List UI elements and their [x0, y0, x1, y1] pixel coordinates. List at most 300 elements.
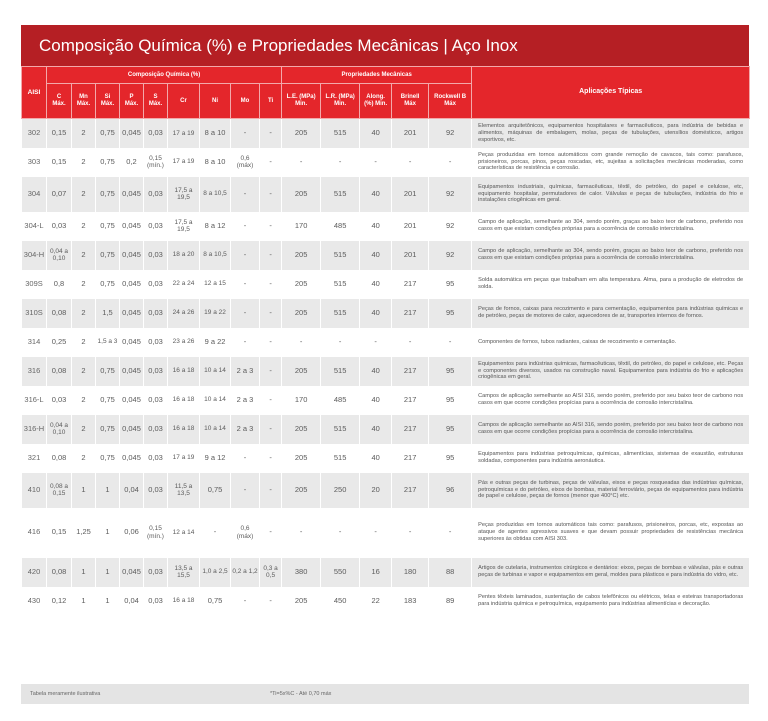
table-row — [22, 119, 750, 148]
cell-br: 217 — [392, 473, 429, 508]
cell-rb: 89 — [429, 587, 472, 616]
cell-si: 0,75 — [96, 444, 120, 473]
cell-cr: 16 a 18 — [168, 415, 200, 444]
cell-mn: 2 — [72, 357, 96, 386]
cell-mn: 1 — [72, 587, 96, 616]
column-header-label: Rockwell B — [434, 94, 467, 101]
cell-cr: 24 a 26 — [168, 299, 200, 328]
cell-br: 217 — [392, 299, 429, 328]
cell-s: 0,03 — [144, 386, 168, 415]
column-header-label: Mo — [240, 97, 250, 104]
cell-p: 0,045 — [120, 299, 144, 328]
column-header-label: Si — [104, 94, 111, 101]
cell-cr: 12 a 14 — [168, 508, 200, 558]
table-row — [22, 558, 750, 587]
column-header-unit: Máx. — [124, 101, 139, 107]
column-header-label: L.R. (MPa) — [325, 94, 355, 101]
cell-aisi: 316-H — [22, 415, 47, 444]
cell-c: 0,03 — [47, 212, 72, 241]
cell-aisi: 314 — [22, 328, 47, 357]
column-header — [47, 84, 72, 119]
cell-ti: 0,3 a 0,5 — [260, 558, 282, 587]
cell-al: - — [360, 148, 392, 177]
cell-ni: 8 a 10,5 — [200, 241, 231, 270]
cell-si: 1,5 — [96, 299, 120, 328]
cell-ti: - — [260, 473, 282, 508]
cell-br: 217 — [392, 270, 429, 299]
cell-br: - — [392, 148, 429, 177]
cell-rb: 92 — [429, 241, 472, 270]
table-row — [22, 177, 750, 212]
cell-mn: 2 — [72, 270, 96, 299]
column-header-unit: Máx — [444, 101, 456, 107]
cell-c: 0,04 a 0,10 — [47, 415, 72, 444]
cell-br: 217 — [392, 386, 429, 415]
cell-le: 205 — [282, 270, 321, 299]
cell-mo: - — [231, 241, 260, 270]
cell-si: 0,75 — [96, 177, 120, 212]
applications-header: Aplicações Típicas — [472, 67, 750, 119]
cell-rb: 95 — [429, 444, 472, 473]
cell-lr: 515 — [321, 357, 360, 386]
cell-aisi: 310S — [22, 299, 47, 328]
cell-aisi: 316 — [22, 357, 47, 386]
cell-s: 0,03 — [144, 473, 168, 508]
column-header-unit: Máx — [404, 101, 416, 107]
cell-ni: 8 a 10 — [200, 119, 231, 148]
cell-c: 0,25 — [47, 328, 72, 357]
cell-rb: 92 — [429, 212, 472, 241]
cell-lr: 515 — [321, 270, 360, 299]
cell-al: 40 — [360, 212, 392, 241]
cell-aisi: 304 — [22, 177, 47, 212]
cell-rb: - — [429, 508, 472, 558]
cell-cr: 13,5 a 15,5 — [168, 558, 200, 587]
cell-cr: 22 a 24 — [168, 270, 200, 299]
cell-lr: - — [321, 148, 360, 177]
cell-ti: - — [260, 357, 282, 386]
cell-le: 170 — [282, 386, 321, 415]
cell-c: 0,08 — [47, 357, 72, 386]
cell-aisi: 420 — [22, 558, 47, 587]
table-row — [22, 473, 750, 508]
cell-cr: 16 a 18 — [168, 386, 200, 415]
column-header-label: Ni — [212, 97, 218, 104]
cell-si: 0,75 — [96, 119, 120, 148]
cell-le: 205 — [282, 241, 321, 270]
cell-al: 40 — [360, 357, 392, 386]
cell-application: Pentes têxteis laminados, sustentação de cabos telefônicos ou elétricos, telas e esteiras transportadoras para indústria química e petroquímica, equipamento para indústrias alimentícias e decoração. — [472, 587, 750, 616]
cell-lr: 515 — [321, 415, 360, 444]
cell-aisi: 321 — [22, 444, 47, 473]
cell-ti: - — [260, 444, 282, 473]
cell-si: 0,75 — [96, 241, 120, 270]
cell-br: 217 — [392, 415, 429, 444]
cell-aisi: 416 — [22, 508, 47, 558]
cell-br: - — [392, 508, 429, 558]
cell-si: 1,5 a 3 — [96, 328, 120, 357]
cell-ti: - — [260, 241, 282, 270]
column-header — [72, 84, 96, 119]
cell-s: 0,03 — [144, 212, 168, 241]
cell-al: 40 — [360, 415, 392, 444]
cell-si: 0,75 — [96, 212, 120, 241]
cell-br: 201 — [392, 119, 429, 148]
column-header-unit: Máx. — [52, 101, 66, 107]
column-header-label: L.E. (MPa) — [286, 94, 316, 101]
cell-application: Campos de aplicação semelhante ao AISI 316, sendo porém, preferido por seu baixo teor de carbono nos casos em que ocorre condições propícias para a ocorrência de corrosão intercristalina. — [472, 386, 750, 415]
cell-c: 0,03 — [47, 386, 72, 415]
cell-le: 205 — [282, 357, 321, 386]
cell-al: - — [360, 508, 392, 558]
cell-mn: 2 — [72, 212, 96, 241]
cell-p: 0,045 — [120, 444, 144, 473]
cell-p: 0,045 — [120, 270, 144, 299]
column-header-unit: Máx. — [100, 101, 115, 107]
cell-application: Artigos de cutelaria, instrumentos cirúrgicos e dentários: eixos, peças de bombas e válvulas, pás e outras peças de turbinas e vapor e equipamentos em geral, moldes para plásticos e para indústria do vidro, etc. — [472, 558, 750, 587]
column-header — [120, 84, 144, 119]
cell-mo: 0,6 (máx) — [231, 508, 260, 558]
cell-le: 380 — [282, 558, 321, 587]
composition-header: Composição Química (%) — [47, 67, 282, 84]
cell-ti: - — [260, 270, 282, 299]
cell-mo: 0,2 a 1,2 — [231, 558, 260, 587]
cell-ti: - — [260, 119, 282, 148]
cell-rb: 92 — [429, 177, 472, 212]
column-header-label: C — [56, 94, 62, 101]
cell-s: 0,03 — [144, 415, 168, 444]
column-header — [282, 84, 321, 119]
column-header — [260, 84, 282, 119]
cell-mn: 2 — [72, 241, 96, 270]
cell-c: 0,15 — [47, 119, 72, 148]
cell-le: 205 — [282, 473, 321, 508]
cell-br: 201 — [392, 177, 429, 212]
cell-le: 205 — [282, 444, 321, 473]
cell-br: 217 — [392, 444, 429, 473]
cell-application: Pás e outras peças de turbinas, peças de válvulas, eixos e peças rosqueadas das indústrias químicas, petroquímicas e do petróleo, eixos de bombas, material ferroviário, peças de equipamentos para indústria de papel e celulose, peças de fornos (menor que 400°C) etc. — [472, 473, 750, 508]
column-header — [96, 84, 120, 119]
cell-mo: - — [231, 328, 260, 357]
cell-p: 0,04 — [120, 473, 144, 508]
column-header-label: Cr — [180, 97, 187, 104]
cell-p: 0,045 — [120, 119, 144, 148]
cell-lr: 515 — [321, 177, 360, 212]
cell-al: 20 — [360, 473, 392, 508]
cell-br: 201 — [392, 212, 429, 241]
cell-lr: - — [321, 328, 360, 357]
cell-application: Solda automática em peças que trabalham em alta temperatura. Alma, para a produção de eletrodos de solda. — [472, 270, 750, 299]
cell-mn: 2 — [72, 386, 96, 415]
cell-aisi: 430 — [22, 587, 47, 616]
cell-mn: 2 — [72, 177, 96, 212]
cell-ti: - — [260, 386, 282, 415]
cell-si: 0,75 — [96, 386, 120, 415]
cell-s: 0,03 — [144, 177, 168, 212]
column-header — [231, 84, 260, 119]
cell-br: 201 — [392, 241, 429, 270]
footer — [21, 684, 749, 704]
cell-ni: 8 a 10,5 — [200, 177, 231, 212]
cell-aisi: 316-L — [22, 386, 47, 415]
table-row — [22, 241, 750, 270]
cell-application: Peças produzidas em tornos automáticos com grande remoção de cavacos, tais como: parafusos, prisioneiros, porcas, pinos, peças roscadas, etc, sujeitas a solicitações mecânicas moderadas, como características de resistência e corrosão. — [472, 148, 750, 177]
cell-s: 0,03 — [144, 270, 168, 299]
cell-rb: 95 — [429, 415, 472, 444]
cell-rb: 95 — [429, 386, 472, 415]
cell-ti: - — [260, 328, 282, 357]
cell-lr: 515 — [321, 444, 360, 473]
cell-lr: 450 — [321, 587, 360, 616]
cell-c: 0,08 a 0,15 — [47, 473, 72, 508]
cell-c: 0,08 — [47, 444, 72, 473]
column-header-label: Ti — [267, 97, 274, 104]
cell-le: - — [282, 508, 321, 558]
cell-mo: - — [231, 270, 260, 299]
cell-mn: 2 — [72, 444, 96, 473]
cell-c: 0,08 — [47, 299, 72, 328]
cell-application: Equipamentos para indústrias petroquímicas, químicas, alimentícias, sistemas de exaustão, estruturas soldadas, componentes para indústria aeronáutica. — [472, 444, 750, 473]
cell-mn: 1 — [72, 473, 96, 508]
cell-p: 0,2 — [120, 148, 144, 177]
cell-mn: 2 — [72, 119, 96, 148]
cell-si: 0,75 — [96, 415, 120, 444]
cell-cr: 17 a 19 — [168, 148, 200, 177]
cell-mo: - — [231, 177, 260, 212]
cell-c: 0,15 — [47, 148, 72, 177]
column-header-label: S — [153, 94, 158, 101]
cell-mo: 2 a 3 — [231, 415, 260, 444]
cell-application: Peças produzidas em tornos automáticos tais como: parafusos, prisioneiros, porcas, etc, expostas ao ataque de agentes agressivos suaves e que devam possuir propriedades de resistências mecânica superiores às obtidas com AISI 303. — [472, 508, 750, 558]
column-header-unit: Máx. — [148, 101, 163, 107]
cell-lr: 250 — [321, 473, 360, 508]
cell-le: - — [282, 328, 321, 357]
cell-aisi: 304-L — [22, 212, 47, 241]
cell-rb: 92 — [429, 119, 472, 148]
cell-al: 22 — [360, 587, 392, 616]
cell-c: 0,8 — [47, 270, 72, 299]
cell-al: 40 — [360, 444, 392, 473]
cell-s: 0,03 — [144, 328, 168, 357]
cell-mn: 1,25 — [72, 508, 96, 558]
cell-br: 183 — [392, 587, 429, 616]
cell-ni: 19 a 22 — [200, 299, 231, 328]
column-header-label: Brinell — [400, 94, 420, 101]
cell-lr: 485 — [321, 386, 360, 415]
table-row — [22, 415, 750, 444]
cell-le: 205 — [282, 119, 321, 148]
cell-aisi: 309S — [22, 270, 47, 299]
column-header — [392, 84, 429, 119]
cell-al: - — [360, 328, 392, 357]
cell-le: 170 — [282, 212, 321, 241]
cell-si: 1 — [96, 473, 120, 508]
cell-s: 0,15 (mín.) — [144, 148, 168, 177]
cell-s: 0,03 — [144, 357, 168, 386]
cell-rb: - — [429, 328, 472, 357]
cell-lr: 485 — [321, 212, 360, 241]
cell-si: 0,75 — [96, 270, 120, 299]
cell-ni: - — [200, 508, 231, 558]
footer-footnote: *Ti=5x%C - Até 0,70 máx — [270, 691, 332, 697]
cell-si: 0,75 — [96, 357, 120, 386]
cell-ni: 8 a 12 — [200, 212, 231, 241]
cell-application: Campo de aplicação, semelhante ao 304, sendo porém, graças ao baixo teor de carbono, preferido nos casos em que existam condições próprias para a ocorrência de corrosão intercristalina. — [472, 241, 750, 270]
cell-s: 0,03 — [144, 119, 168, 148]
cell-mo: - — [231, 212, 260, 241]
cell-al: 40 — [360, 119, 392, 148]
cell-p: 0,045 — [120, 241, 144, 270]
cell-s: 0,15 (mín.) — [144, 508, 168, 558]
properties-header: Propriedades Mecânicas — [282, 67, 472, 84]
table-row — [22, 386, 750, 415]
cell-aisi: 303 — [22, 148, 47, 177]
cell-s: 0,03 — [144, 444, 168, 473]
cell-ni: 12 a 15 — [200, 270, 231, 299]
cell-ni: 9 a 22 — [200, 328, 231, 357]
cell-mo: - — [231, 473, 260, 508]
cell-mn: 2 — [72, 415, 96, 444]
cell-mo: - — [231, 587, 260, 616]
cell-le: 205 — [282, 299, 321, 328]
cell-lr: 515 — [321, 241, 360, 270]
cell-rb: - — [429, 148, 472, 177]
column-header — [360, 84, 392, 119]
cell-p: 0,045 — [120, 177, 144, 212]
cell-ti: - — [260, 587, 282, 616]
aisi-header: AISI — [22, 67, 47, 119]
cell-cr: 16 a 18 — [168, 587, 200, 616]
table-body — [22, 119, 750, 616]
cell-application: Campo de aplicação, semelhante ao 304, sendo porém, graças ao baixo teor de carbono, preferido nos casos em que existam condições próprias para a ocorrência de corrosão intercristalina. — [472, 212, 750, 241]
cell-si: 1 — [96, 508, 120, 558]
cell-c: 0,12 — [47, 587, 72, 616]
cell-br: 217 — [392, 357, 429, 386]
table-row — [22, 328, 750, 357]
cell-ti: - — [260, 299, 282, 328]
cell-lr: 550 — [321, 558, 360, 587]
column-header-unit: Min. — [295, 101, 308, 107]
cell-rb: 88 — [429, 558, 472, 587]
cell-c: 0,15 — [47, 508, 72, 558]
cell-ni: 10 a 14 — [200, 415, 231, 444]
cell-mo: 2 a 3 — [231, 357, 260, 386]
table-row — [22, 270, 750, 299]
cell-rb: 95 — [429, 270, 472, 299]
column-header-label: Mn — [79, 94, 88, 101]
cell-al: 40 — [360, 299, 392, 328]
column-header-unit: (%) Min. — [364, 101, 388, 107]
column-header — [200, 84, 231, 119]
cell-ni: 9 a 12 — [200, 444, 231, 473]
stainless-steel-table — [21, 66, 750, 616]
cell-mn: 1 — [72, 558, 96, 587]
cell-mo: - — [231, 299, 260, 328]
cell-p: 0,045 — [120, 386, 144, 415]
cell-c: 0,04 a 0,10 — [47, 241, 72, 270]
cell-mo: - — [231, 444, 260, 473]
cell-ti: - — [260, 177, 282, 212]
cell-application: Equipamentos industriais, químicas, farmacêuticas, têxtil, do petróleo, do papel e celulose, etc, equipamento hospitalar, permutadores de calor. Válvulas e peças de tubulações, indústria do frio e instalações criogênicas em geral. — [472, 177, 750, 212]
cell-ni: 1,0 a 2,5 — [200, 558, 231, 587]
cell-c: 0,08 — [47, 558, 72, 587]
cell-rb: 95 — [429, 299, 472, 328]
cell-ni: 0,75 — [200, 473, 231, 508]
cell-cr: 17,5 a 19,5 — [168, 177, 200, 212]
cell-p: 0,045 — [120, 415, 144, 444]
table-row — [22, 357, 750, 386]
column-header — [429, 84, 472, 119]
cell-br: 180 — [392, 558, 429, 587]
cell-cr: 18 a 20 — [168, 241, 200, 270]
cell-ni: 8 a 10 — [200, 148, 231, 177]
column-header-label: P — [129, 94, 134, 101]
column-header — [321, 84, 360, 119]
cell-cr: 23 a 26 — [168, 328, 200, 357]
cell-aisi: 304-H — [22, 241, 47, 270]
column-header-unit: Máx. — [76, 101, 91, 107]
cell-application: Componentes de fornos, tubos radiantes, caixas de recozimento e cementação. — [472, 328, 750, 357]
cell-le: 205 — [282, 587, 321, 616]
footer-note: Tabela meramente ilustrativa — [30, 691, 101, 697]
cell-p: 0,04 — [120, 587, 144, 616]
cell-rb: 96 — [429, 473, 472, 508]
table-row — [22, 299, 750, 328]
cell-p: 0,045 — [120, 328, 144, 357]
cell-application: Equipamentos para indústrias químicas, farmacêuticas, têxtil, do petróleo, do papel e celulose, etc. Peças e componentes diversos, usados na construção naval. Equipamentos para indústria do frio e aplicações criogênicas em geral. — [472, 357, 750, 386]
cell-al: 16 — [360, 558, 392, 587]
cell-al: 40 — [360, 177, 392, 212]
cell-rb: 95 — [429, 357, 472, 386]
table-row — [22, 587, 750, 616]
cell-mn: 2 — [72, 148, 96, 177]
cell-c: 0,07 — [47, 177, 72, 212]
cell-le: 205 — [282, 177, 321, 212]
cell-mn: 2 — [72, 299, 96, 328]
cell-mo: 2 a 3 — [231, 386, 260, 415]
cell-br: - — [392, 328, 429, 357]
cell-s: 0,03 — [144, 558, 168, 587]
cell-p: 0,06 — [120, 508, 144, 558]
cell-mn: 2 — [72, 328, 96, 357]
cell-mo: 0,6 (máx) — [231, 148, 260, 177]
page-title: Composição Química (%) e Propriedades Mecânicas | Aço Inox — [21, 25, 749, 66]
cell-lr: 515 — [321, 119, 360, 148]
cell-cr: 11,5 a 13,5 — [168, 473, 200, 508]
cell-ti: - — [260, 148, 282, 177]
cell-s: 0,03 — [144, 587, 168, 616]
cell-aisi: 302 — [22, 119, 47, 148]
cell-le: 205 — [282, 415, 321, 444]
cell-ti: - — [260, 212, 282, 241]
cell-application: Elementos arquitetônicos, equipamentos hospitalares e farmacêuticos, para indústria de bebidas e alimentos, máquinas de embalagem, molas, peças de tubulações, utensílios domésticos, artigos esportivos, etc. — [472, 119, 750, 148]
cell-al: 40 — [360, 241, 392, 270]
cell-p: 0,045 — [120, 212, 144, 241]
cell-cr: 17 a 19 — [168, 444, 200, 473]
cell-lr: - — [321, 508, 360, 558]
cell-si: 1 — [96, 587, 120, 616]
cell-s: 0,03 — [144, 299, 168, 328]
column-header — [144, 84, 168, 119]
cell-ti: - — [260, 415, 282, 444]
cell-cr: 17,5 a 19,5 — [168, 212, 200, 241]
cell-ni: 10 a 14 — [200, 357, 231, 386]
cell-lr: 515 — [321, 299, 360, 328]
cell-aisi: 410 — [22, 473, 47, 508]
cell-application: Campos de aplicação semelhante ao AISI 316, sendo porém, preferido por seu baixo teor de carbono nos casos em que ocorre condições propícias para a ocorrência de corrosão intercristalina. — [472, 415, 750, 444]
table-row — [22, 148, 750, 177]
cell-ti: - — [260, 508, 282, 558]
